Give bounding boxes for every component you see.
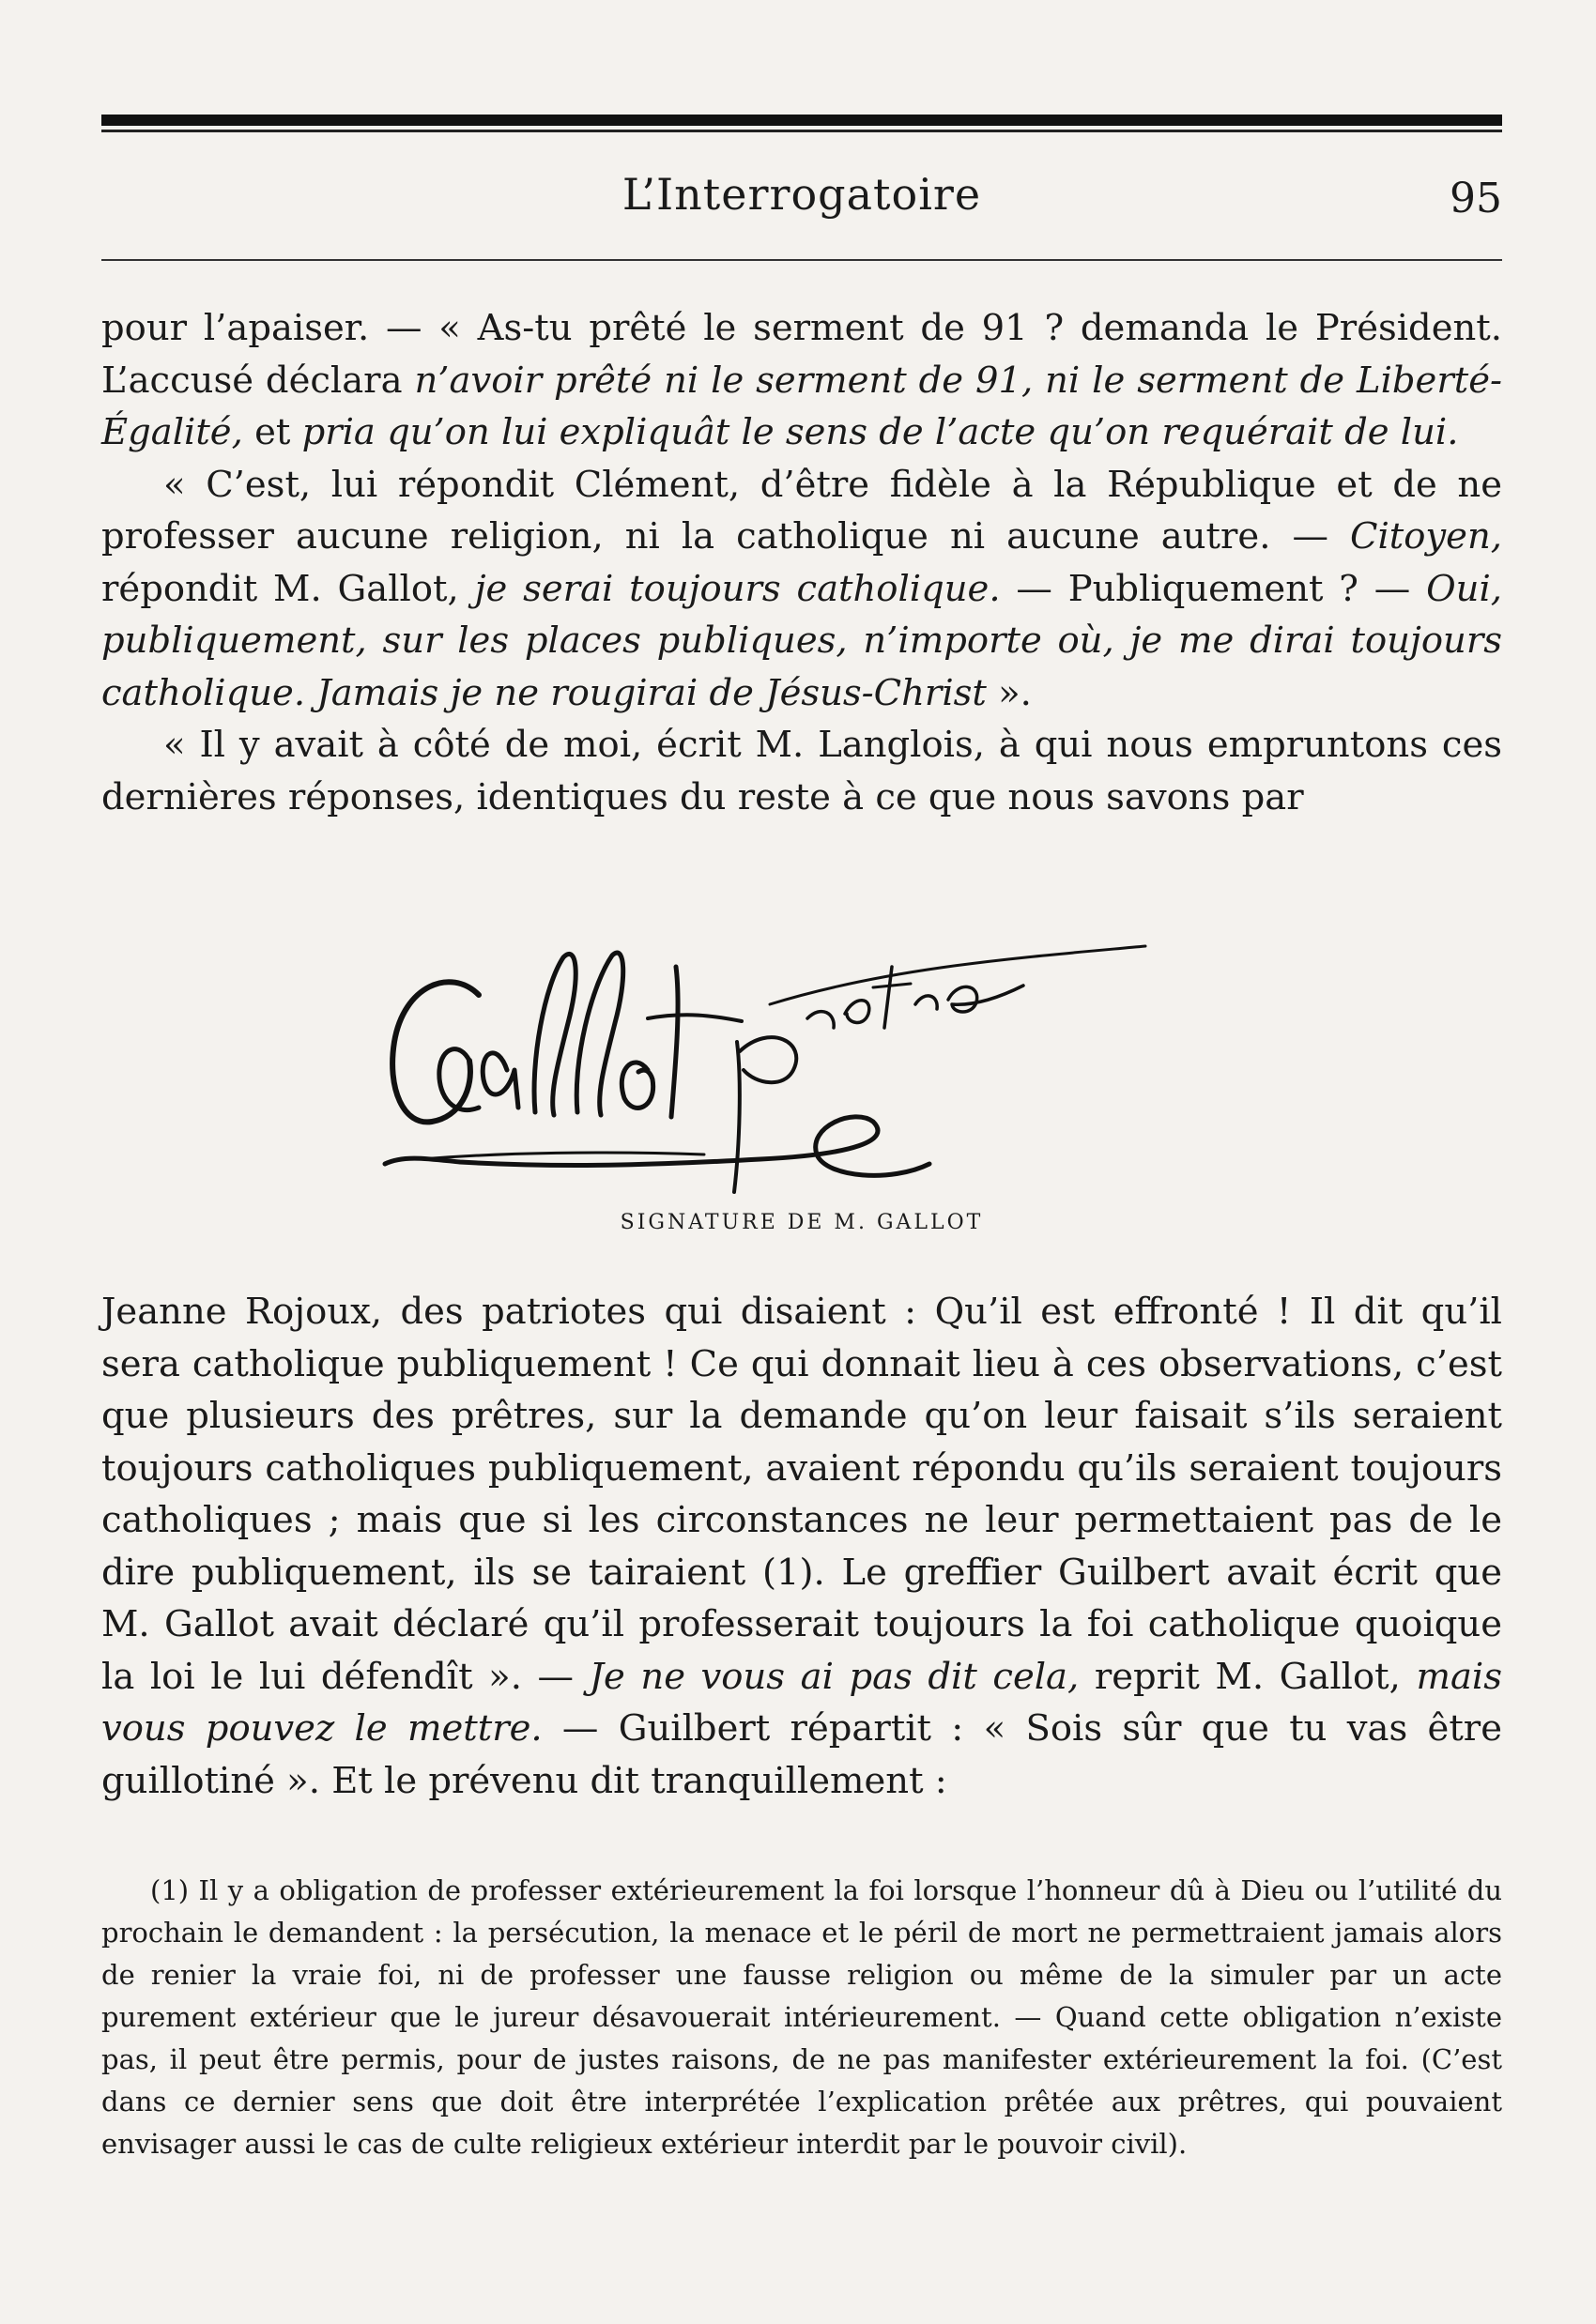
running-title: L’Interrogatoire <box>622 169 982 220</box>
signature-text: Gallot prêtre <box>366 929 373 930</box>
paragraph-3: « Il y avait à côté de moi, écrit M. Langlois, à qui nous empruntons ces dernières réponses, identiques du reste à ce que nous savons par <box>101 724 1502 818</box>
header-thick-rule <box>101 115 1502 126</box>
paragraph-2: « C’est, lui répondit Clément, d’être fidèle à la République et de ne professer aucune religion, ni la catholique ni aucune autre. — Citoyen, répondit M. Gallot, je serai toujours catholique. — Publiquement ? — Oui, publiquement, sur les places publiques, n’importe où, je me dirai toujours catholique. Jamais je ne rougirai de Jésus-Christ ». <box>101 463 1503 714</box>
body-text-lower <box>101 1286 1502 1807</box>
footnote-1: (1) Il y a obligation de professer extérieurement la foi lorsque l’honneur dû à Dieu ou l’utilité du prochain le demandent : la persécution, la menace et le péril de mort ne permettraient jamais alors de renier la vraie foi, ni de professer une fausse religion ou même de la simuler par un acte purement extérieur que le jureur désavouerait intérieurement. — Quand cette obligation n’existe pas, il peut être permis, pour de justes raisons, de ne pas manifester extérieurement la foi. (C’est dans ce dernier sens que doit être interprétée l’explication prêtée aux prêtres, qui pouvaient envisager aussi le cas de culte religieux extérieur interdit par le pouvoir civil). <box>101 1874 1502 2160</box>
running-header <box>101 169 1502 235</box>
header-underline <box>101 259 1502 261</box>
page-number: 95 <box>1450 175 1502 222</box>
signature-image <box>366 929 1267 1201</box>
figure-caption: SIGNATURE DE M. GALLOT <box>620 1211 984 1234</box>
paragraph-1: pour l’apaiser. — « As-tu prêté le serment de 91 ? demanda le Président. L’accusé déclara n’avoir prêté ni le serment de 91, ni le serment de Liberté-Égalité, et pria qu’on lui expliquât le sens de l’acte qu’on requérait de lui. <box>101 307 1502 453</box>
header-thin-rule <box>101 130 1502 132</box>
footnote <box>101 1870 1502 2165</box>
paragraph-4: Jeanne Rojoux, des patriotes qui disaient : Qu’il est effronté ! Il dit qu’il sera catholique publiquement ! Ce qui donnait lieu à ces observations, c’est que plusieurs des prêtres, sur la demande qu’on leur faisait s’ils seraient toujours catholiques publiquement, avaient répondu qu’ils seraient toujours catholiques ; mais que si les circonstances ne leur permettaient pas de le dire publiquement, ils se tairaient (1). Le greffier Guilbert avait écrit que M. Gallot avait déclaré qu’il professerait toujours la foi catholique quoique la loi le lui défendît ». — Je ne vous ai pas dit cela, reprit M. Gallot, mais vous pouvez le mettre. — Guilbert répartit : « Sois sûr que tu vas être guillotiné ». Et le prévenu dit tranquillement : <box>101 1291 1502 1802</box>
body-text-upper <box>101 302 1502 823</box>
